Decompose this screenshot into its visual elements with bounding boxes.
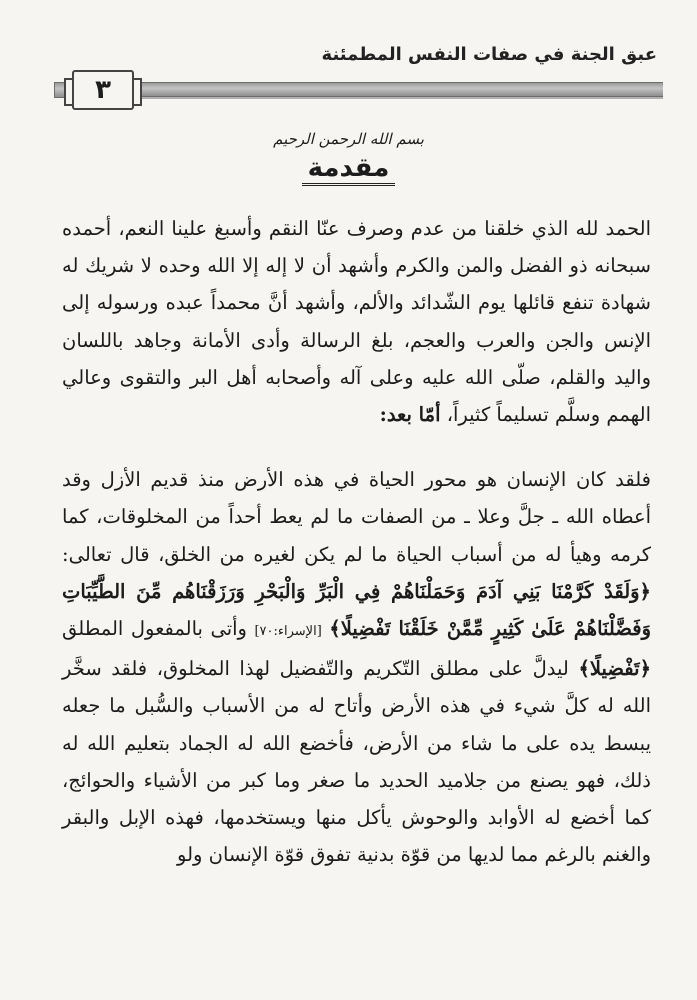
header-bar-line (132, 82, 663, 97)
main-paragraph (62, 461, 651, 873)
section-heading-text: مقدمة (302, 153, 396, 186)
main-paragraph-after-ref: وأتى بالمفعول المطلق (62, 617, 247, 641)
section-heading (0, 153, 697, 183)
intro-paragraph (62, 210, 651, 433)
page-number-badge (72, 70, 134, 110)
paragraph-spacer (62, 433, 651, 461)
quran-word: ﴿تَفْضِيلًا﴾ (578, 657, 652, 681)
body-text (62, 210, 651, 873)
basmala: بسم الله الرحمن الرحيم (273, 130, 424, 148)
main-paragraph-rest: ليدلَّ على مطلق التّكريم والتّفضيل لهذا المخلوق، فلقد سخَّر الله له كلَّ شيء في هذه الأرض وأتاح له من الأسباب والسُّبل ما جعله يبسط يده على ما شاء من الأرض، فأخضع الله له الجماد بتعليم الله له ذلك، فهو يصنع من جلاميد الحديد ما صغر وما كبر من الأشياء والحوائج، كما أخضع له الأوابد والوحوش يأكل منها ويستخدمها، فهذه الإبل والبقر والغنم بالرغم مما لديها من قوّة بدنية تفوق قوّة الإنسان ولو (62, 657, 651, 867)
verse-reference: [الإسراء:٧٠] (254, 624, 322, 640)
quran-verse: ﴿وَلَقَدْ كَرَّمْنَا بَنِي آدَمَ وَحَمَلْنَاهُمْ فِي الْبَرِّ وَالْبَحْرِ وَرَزَقْنَاهُم مِّنَ الطَّيِّبَاتِ وَفَضَّلْنَاهُمْ عَلَىٰ كَثِيرٍ مِّمَّنْ خَلَقْنَا تَفْضِيلًا﴾ (62, 579, 651, 641)
header-bar-edge (132, 97, 663, 99)
page-number: ٣ (95, 75, 111, 105)
running-header-title: عبق الجنة في صفات النفس المطمئنة (321, 44, 657, 65)
main-paragraph-intro: فلقد كان الإنسان هو محور الحياة في هذه الأرض منذ قديم الأزل وقد أعطاه الله ـ جلَّ وعلا ـ من الصفات ما لم يعط أحداً من المخلوقات، كما كرمه وهيأ له من أسباب الحياة ما لم يكن لغيره من الخلق، قال تعالى: (62, 468, 651, 566)
intro-paragraph-text: الحمد لله الذي خلقنا من عدم وصرف عنّا النقم وأسبغ علينا النعم، أحمده سبحانه ذو الفضل والمن والكرم وأشهد أن لا إله إلا الله وحده لا شريك له شهادة تنفع قائلها يوم الشّدائد والألم، وأشهد أنَّ محمداً عبده ورسوله إلى الإنس والجن والعرب والعجم، بلغ الرسالة وأدى الأمانة وجاهد باللسان واليد والقلم، صلّى الله عليه وعلى آله وأصحابه أهل البر والتقوى وعالي الهمم وسلَّم تسليماً كثيراً، (62, 217, 651, 427)
amma-bad: أمّا بعد: (379, 403, 441, 427)
header-decorative-bar (132, 74, 663, 108)
